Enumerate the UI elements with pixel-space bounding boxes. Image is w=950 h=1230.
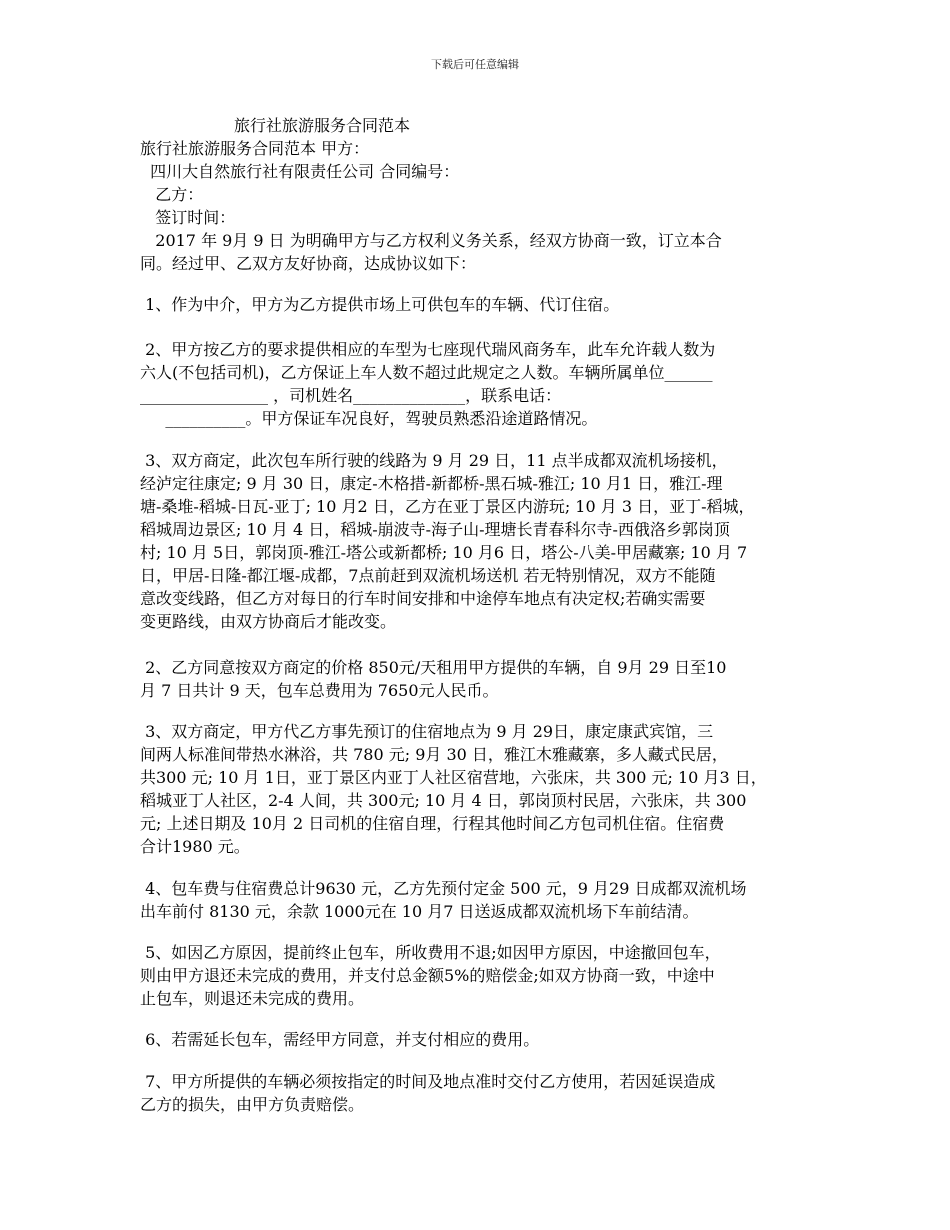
text-line: 2、乙方同意按双方商定的价格 850元/天租用甲方提供的车辆，自 9月 29 日至10	[140, 658, 727, 677]
document-title: 旅行社旅游服务合同范本	[234, 116, 411, 135]
text-line: 六人(不包括司机)，乙方保证上车人数不超过此规定之人数。车辆所属单位______	[140, 363, 713, 382]
text-line: 月 7 日共计 9 天，包车总费用为 7650元人民币。	[140, 681, 499, 700]
text-line: 止包车，则退还未完成的费用。	[140, 989, 365, 1008]
text-line: 经泸定往康定; 9 月 30 日，康定-木格措-新都桥-黑石城-雅江; 10 月1 日，雅江-理	[140, 474, 723, 493]
text-line: 塘-桑堆-稻城-日瓦-亚丁; 10 月2 日，乙方在亚丁景区内游玩; 10 月 3 日，亚丁-稻城，	[140, 497, 755, 516]
text-line: 乙方的损失，由甲方负责赔偿。	[140, 1095, 365, 1114]
text-line: 稻城亚丁人社区，2-4 人间，共 300元; 10 月 4 日，郭岗顶村民居，六张床，共 300	[140, 791, 747, 810]
text-line: 4、包车费与住宿费总计9630 元，乙方先预付定金 500 元，9 月29 日成都双流机场	[140, 879, 747, 898]
text-line: 变更路线，由双方协商后才能改变。	[140, 612, 397, 631]
text-line: 旅行社旅游服务合同范本 甲方：	[140, 139, 370, 158]
text-line: 7、甲方所提供的车辆必须按指定的时间及地点准时交付乙方使用，若因延误造成	[140, 1072, 716, 1091]
text-line: 稻城周边景区; 10 月 4 日，稻城-崩波寺-海子山-理塘长青春科尔寺-西俄洛乡郭岗顶	[140, 520, 730, 539]
text-line: 3、双方商定，甲方代乙方事先预订的住宿地点为 9 月 29日，康定康武宾馆，三	[140, 722, 714, 741]
text-line: 2、甲方按乙方的要求提供相应的车型为七座现代瑞风商务车，此车允许载人数为	[140, 340, 716, 359]
text-line: 意改变线路，但乙方对每日的行车时间安排和中途停车地点有决定权;若确实需要	[140, 589, 706, 608]
text-line: 则由甲方退还未完成的费用，并支付总金额5%的赔偿金;如双方协商一致，中途中	[140, 966, 715, 985]
text-line: ________________ ，司机姓名______________，联系电话：	[140, 386, 562, 405]
page-header-note: 下载后可任意编辑	[431, 58, 519, 71]
text-line: 2017 年 9月 9 日 为明确甲方与乙方权利义务关系，经双方协商一致，订立本合	[140, 231, 722, 250]
text-line: 乙方：	[140, 185, 204, 204]
text-line: 同。经过甲、乙双方友好协商，达成协议如下：	[140, 254, 477, 273]
text-line: __________。甲方保证车况良好，驾驶员熟悉沿途道路情况。	[140, 409, 598, 428]
text-line: 村; 10 月 5日，郭岗顶-雅江-塔公或新都桥; 10 月6 日，塔公-八美-甲居藏寨; 10 月 7	[140, 543, 748, 562]
text-line: 3、双方商定，此次包车所行驶的线路为 9 月 29 日，11 点半成都双流机场接机，	[140, 451, 728, 470]
text-line: 四川大自然旅行社有限责任公司 合同编号：	[140, 162, 460, 181]
text-line: 出车前付 8130 元，余款 1000元在 10 月7 日送返成都双流机场下车前结清。	[140, 902, 699, 921]
text-line: 共300 元; 10 月 1日，亚丁景区内亚丁人社区宿营地，六张床，共 300 元; 10 月3 日，	[140, 768, 767, 787]
text-line: 5、如因乙方原因，提前终止包车，所收费用不退;如因甲方原因，中途撤回包车，	[140, 943, 721, 962]
text-line: 元; 上述日期及 10月 2 日司机的住宿自理，行程其他时间乙方包司机住宿。住宿费	[140, 814, 725, 833]
text-line: 6、若需延长包车，需经甲方同意，并支付相应的费用。	[140, 1030, 540, 1049]
text-line: 签订时间：	[140, 208, 236, 227]
text-line: 间两人标准间带热水淋浴，共 780 元; 9月 30 日，雅江木雅藏寨，多人藏式民居，	[140, 745, 728, 764]
text-line: 合计1980 元。	[140, 837, 250, 856]
text-line: 1、作为中介，甲方为乙方提供市场上可供包车的车辆、代订住宿。	[140, 295, 620, 314]
text-line: 日，甲居-日隆-都江堰-成都，7点前赶到双流机场送机 若无特别情况，双方不能随	[140, 566, 716, 585]
